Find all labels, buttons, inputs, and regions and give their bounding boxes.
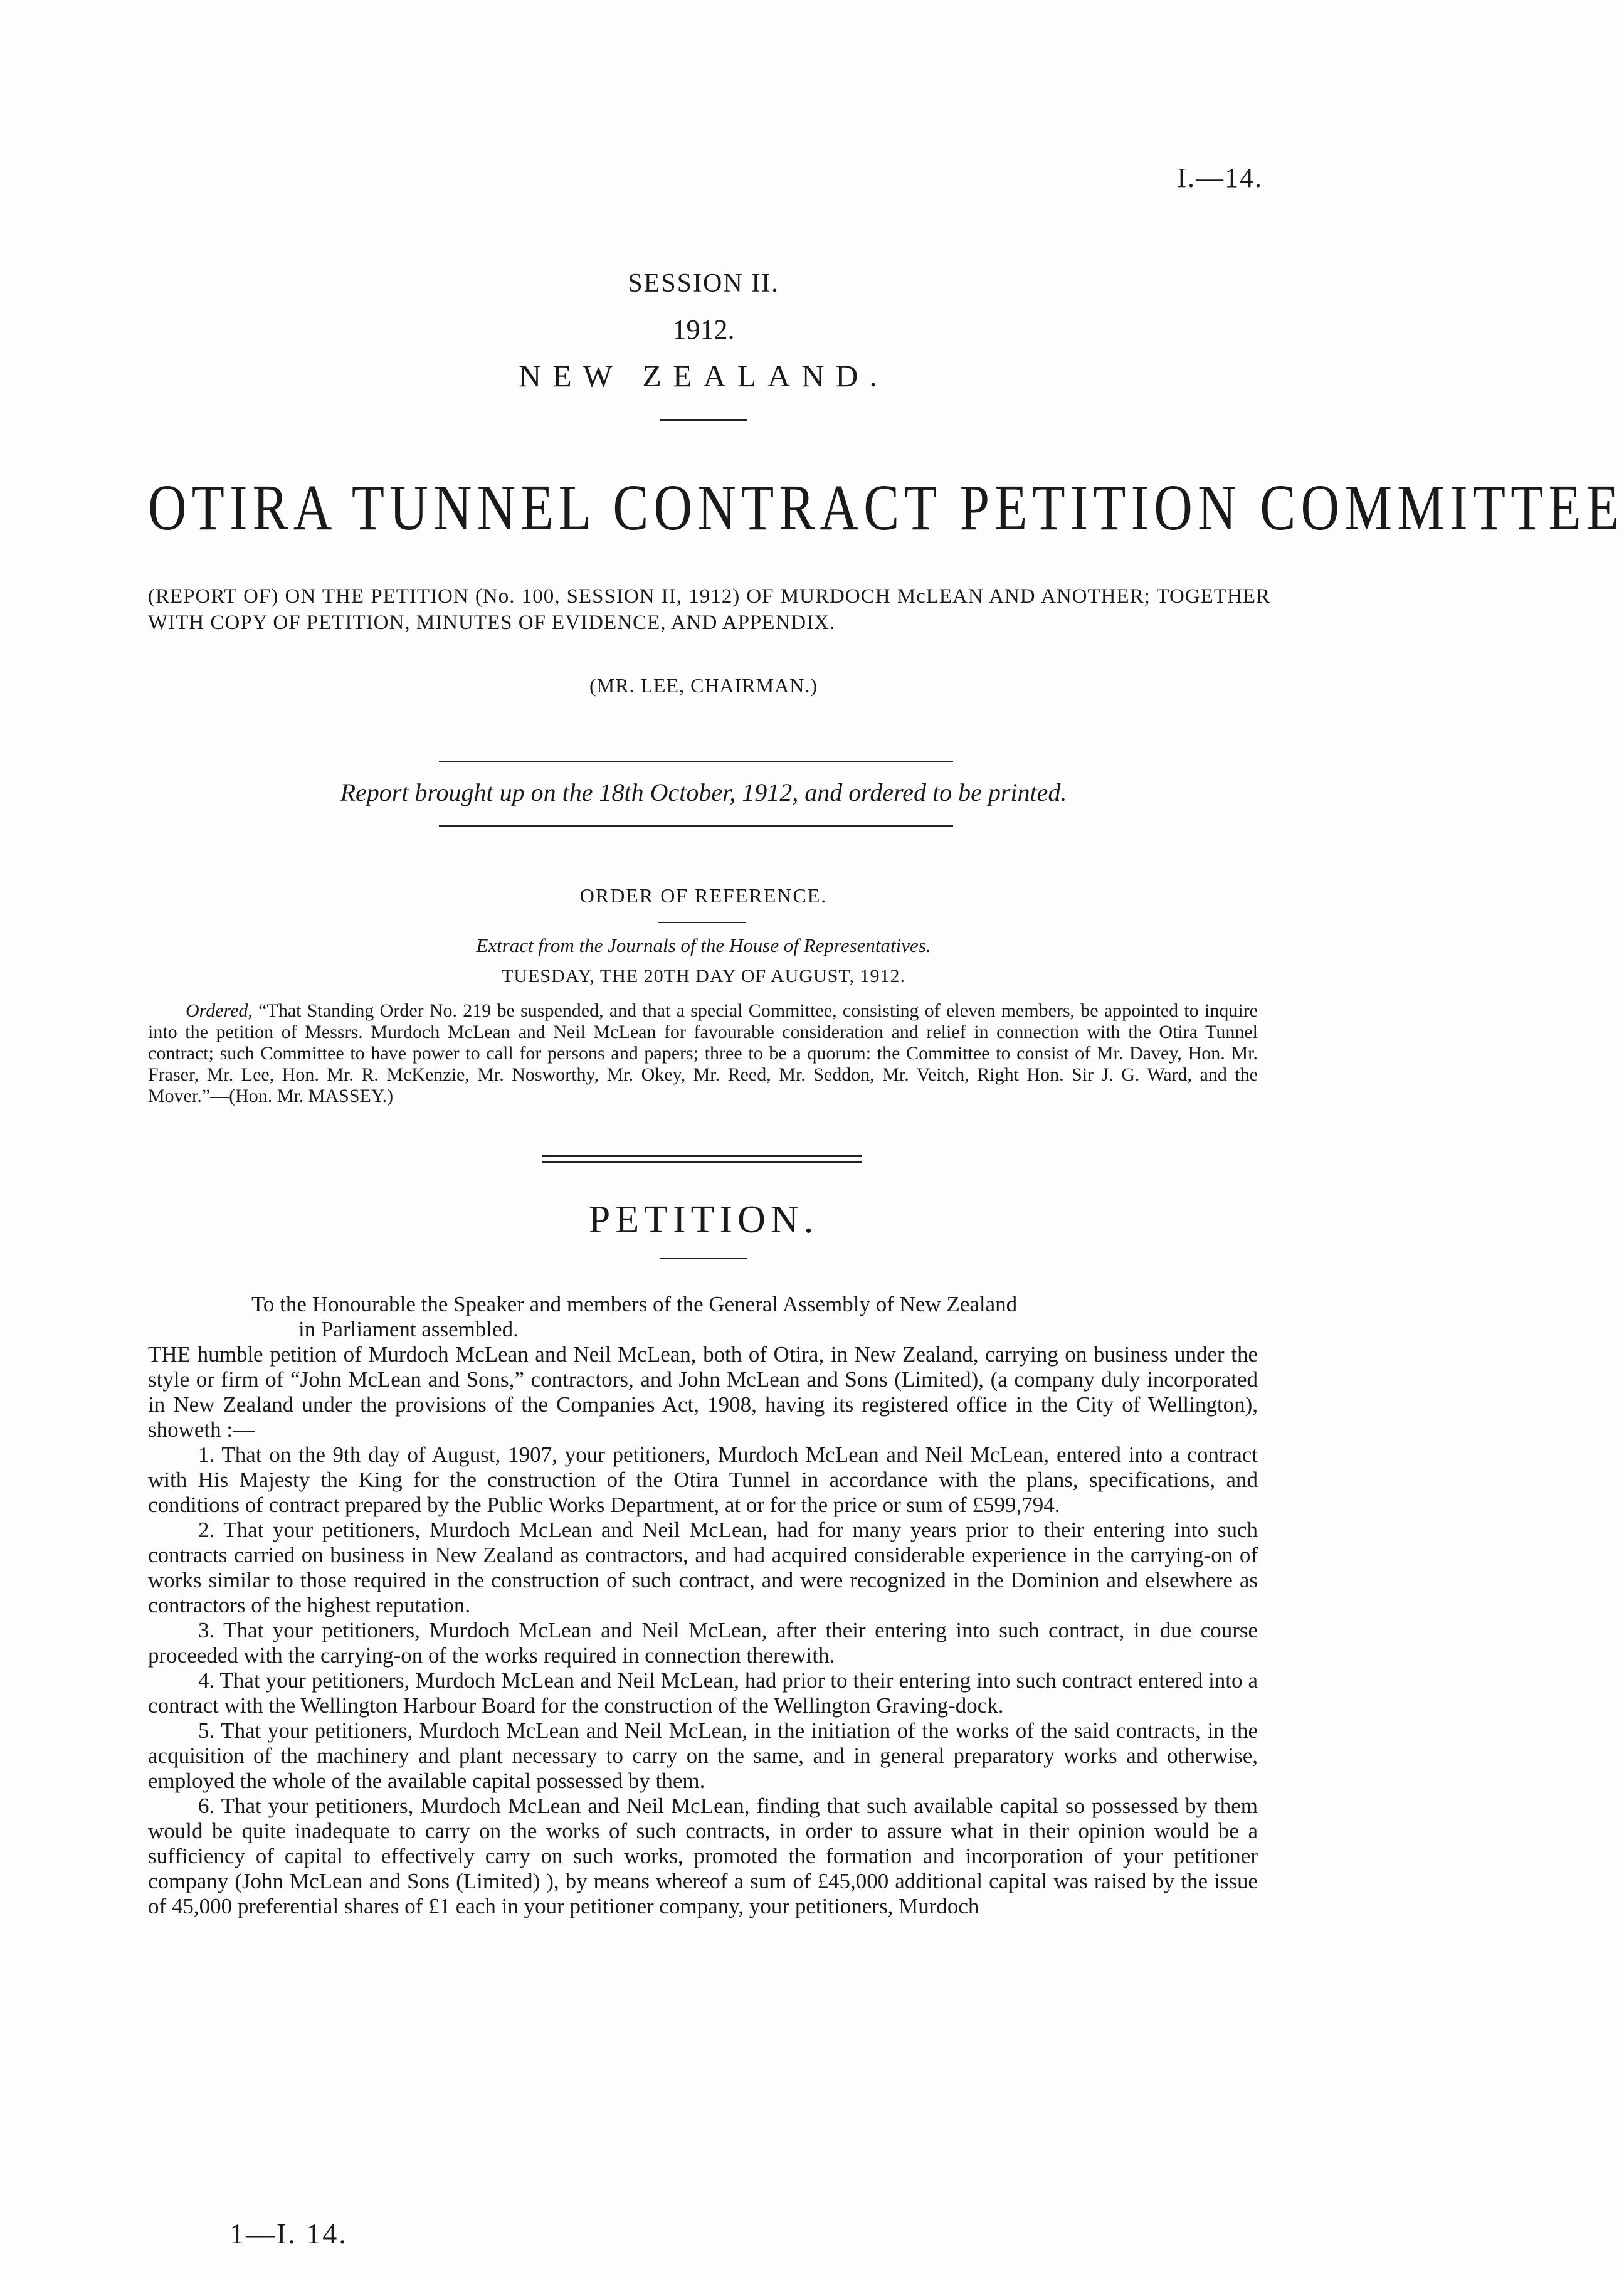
petition-heading: PETITION. [588,1198,819,1241]
order-text [148,1000,1258,1107]
petition-paragraph: 5. That your petitioners, Murdoch McLean and Neil McLean, in the initiation of the works of the said contracts, in the acquisition of the machinery and plant necessary to carry on the same, and in general preparatory works and otherwise, employed the whole of the available capital possessed by them. [148,1718,1258,1793]
chairman-line: (MR. LEE, CHAIRMAN.) [589,674,818,697]
petition-paragraph: 4. That your petitioners, Murdoch McLean and Neil McLean, had prior to their entering into such contract entered into a contract with the Wellington Harbour Board for the construction of the Wellington Graving-dock. [148,1668,1258,1718]
petition-paragraph: 3. That your petitioners, Murdoch McLean and Neil McLean, after their entering into such contract, in due course proceeded with the carrying-on of the works required in connection therewith. [148,1618,1258,1668]
divider [660,419,747,421]
report-line: Report brought up on the 18th October, 1912, and ordered to be printed. [340,778,1067,806]
intro-text: humble petition of Murdoch McLean and Neil McLean, both of Otira, in New Zealand, carrying on business under the style or firm of “John McLean and Sons,” contractors, and John McLean and Sons (Limited), (a company duly incorporated in New Zealand under the provisions of the Companies Act, 1908, having its registered office in the City of Wellington), showeth :— [148,1342,1258,1442]
date-line: TUESDAY, THE 20TH DAY OF AUGUST, 1912. [502,966,905,986]
order-of-reference-heading: ORDER OF REFERENCE. [579,884,828,907]
petition-paragraph: 2. That your petitioners, Murdoch McLean and Neil McLean, had for many years prior to their entering into such contracts carried on business in New Zealand as contractors, and had acquired considerable experience in the carrying-on of works similar to those required in the construction of such contract, and were recognized in the Dominion and elsewhere as contractors of the highest reputation. [148,1518,1258,1617]
petition-body [148,1292,1258,1919]
petition-paragraph: 1. That on the 9th day of August, 1907, your petitioners, Murdoch McLean and Neil McLean, entered into a contract with His Majesty the King for the construction of the Otira Tunnel in accordance with the plans, specifications, and conditions of contract prepared by the Public Works Department, at or for the price or sum of £599,794. [148,1442,1258,1517]
divider [439,825,953,827]
document-subtitle: (REPORT OF) ON THE PETITION (No. 100, SESSION II, 1912) OF MURDOCH McLEAN AND ANOTHER; TOGETHER WITH COPY OF PETITION, MINUTES OF EVIDENCE, AND APPENDIX. [148,585,1270,634]
divider [658,922,746,923]
divider [439,761,953,762]
petition-intro [148,1342,1258,1442]
page-reference: I.—14. [1177,162,1263,193]
session-label: SESSION II. [628,269,779,298]
double-rule-top [542,1155,862,1157]
address-line-2: in Parliament assembled. [298,1317,519,1341]
country-label: NEW ZEALAND. [519,358,888,393]
year-label: 1912. [672,314,735,345]
document-title: OTIRA TUNNEL CONTRACT PETITION COMMITTEE [148,472,1624,544]
intro-lead: THE [148,1342,191,1367]
extract-line: Extract from the Journals of the House of Representatives. [476,934,931,956]
divider [660,1258,747,1259]
order-body: “That Standing Order No. 219 be suspended, and that a special Committee, consisting of eleven members, be appointed to inquire into the petition of Messrs. Murdoch McLean and Neil McLean for favourable consideration and relief in connection with the Otira Tunnel contract; such Committee to have power to call for persons and papers; three to be a quorum: the Committee to consist of Mr. Davey, Hon. Mr. Fraser, Mr. Lee, Hon. Mr. R. McKenzie, Mr. Nosworthy, Mr. Okey, Mr. Reed, Mr. Seddon, Mr. Veitch, Right Hon. Sir J. G. Ward, and the Mover.”—(Hon. Mr. MASSEY.) [148,1000,1258,1106]
address-line-1: To the Honourable the Speaker and members of the General Assembly of New Zealand [251,1292,1018,1316]
petition-paragraph: 6. That your petitioners, Murdoch McLean and Neil McLean, finding that such available capital so possessed by them would be quite inadequate to carry on the works of such contracts, in order to assure what in their opinion would be a sufficiency of capital to effectively carry on such works, promoted the formation and incorporation of your petitioner company (John McLean and Sons (Limited) ), by means whereof a sum of £45,000 additional capital was raised by the issue of 45,000 preferential shares of £1 each in your petitioner company, your petitioners, Murdoch [148,1794,1258,1918]
ordered-label: Ordered, [186,1000,253,1021]
page-footer: 1—I. 14. [229,2218,348,2250]
double-rule-bottom [542,1161,862,1163]
